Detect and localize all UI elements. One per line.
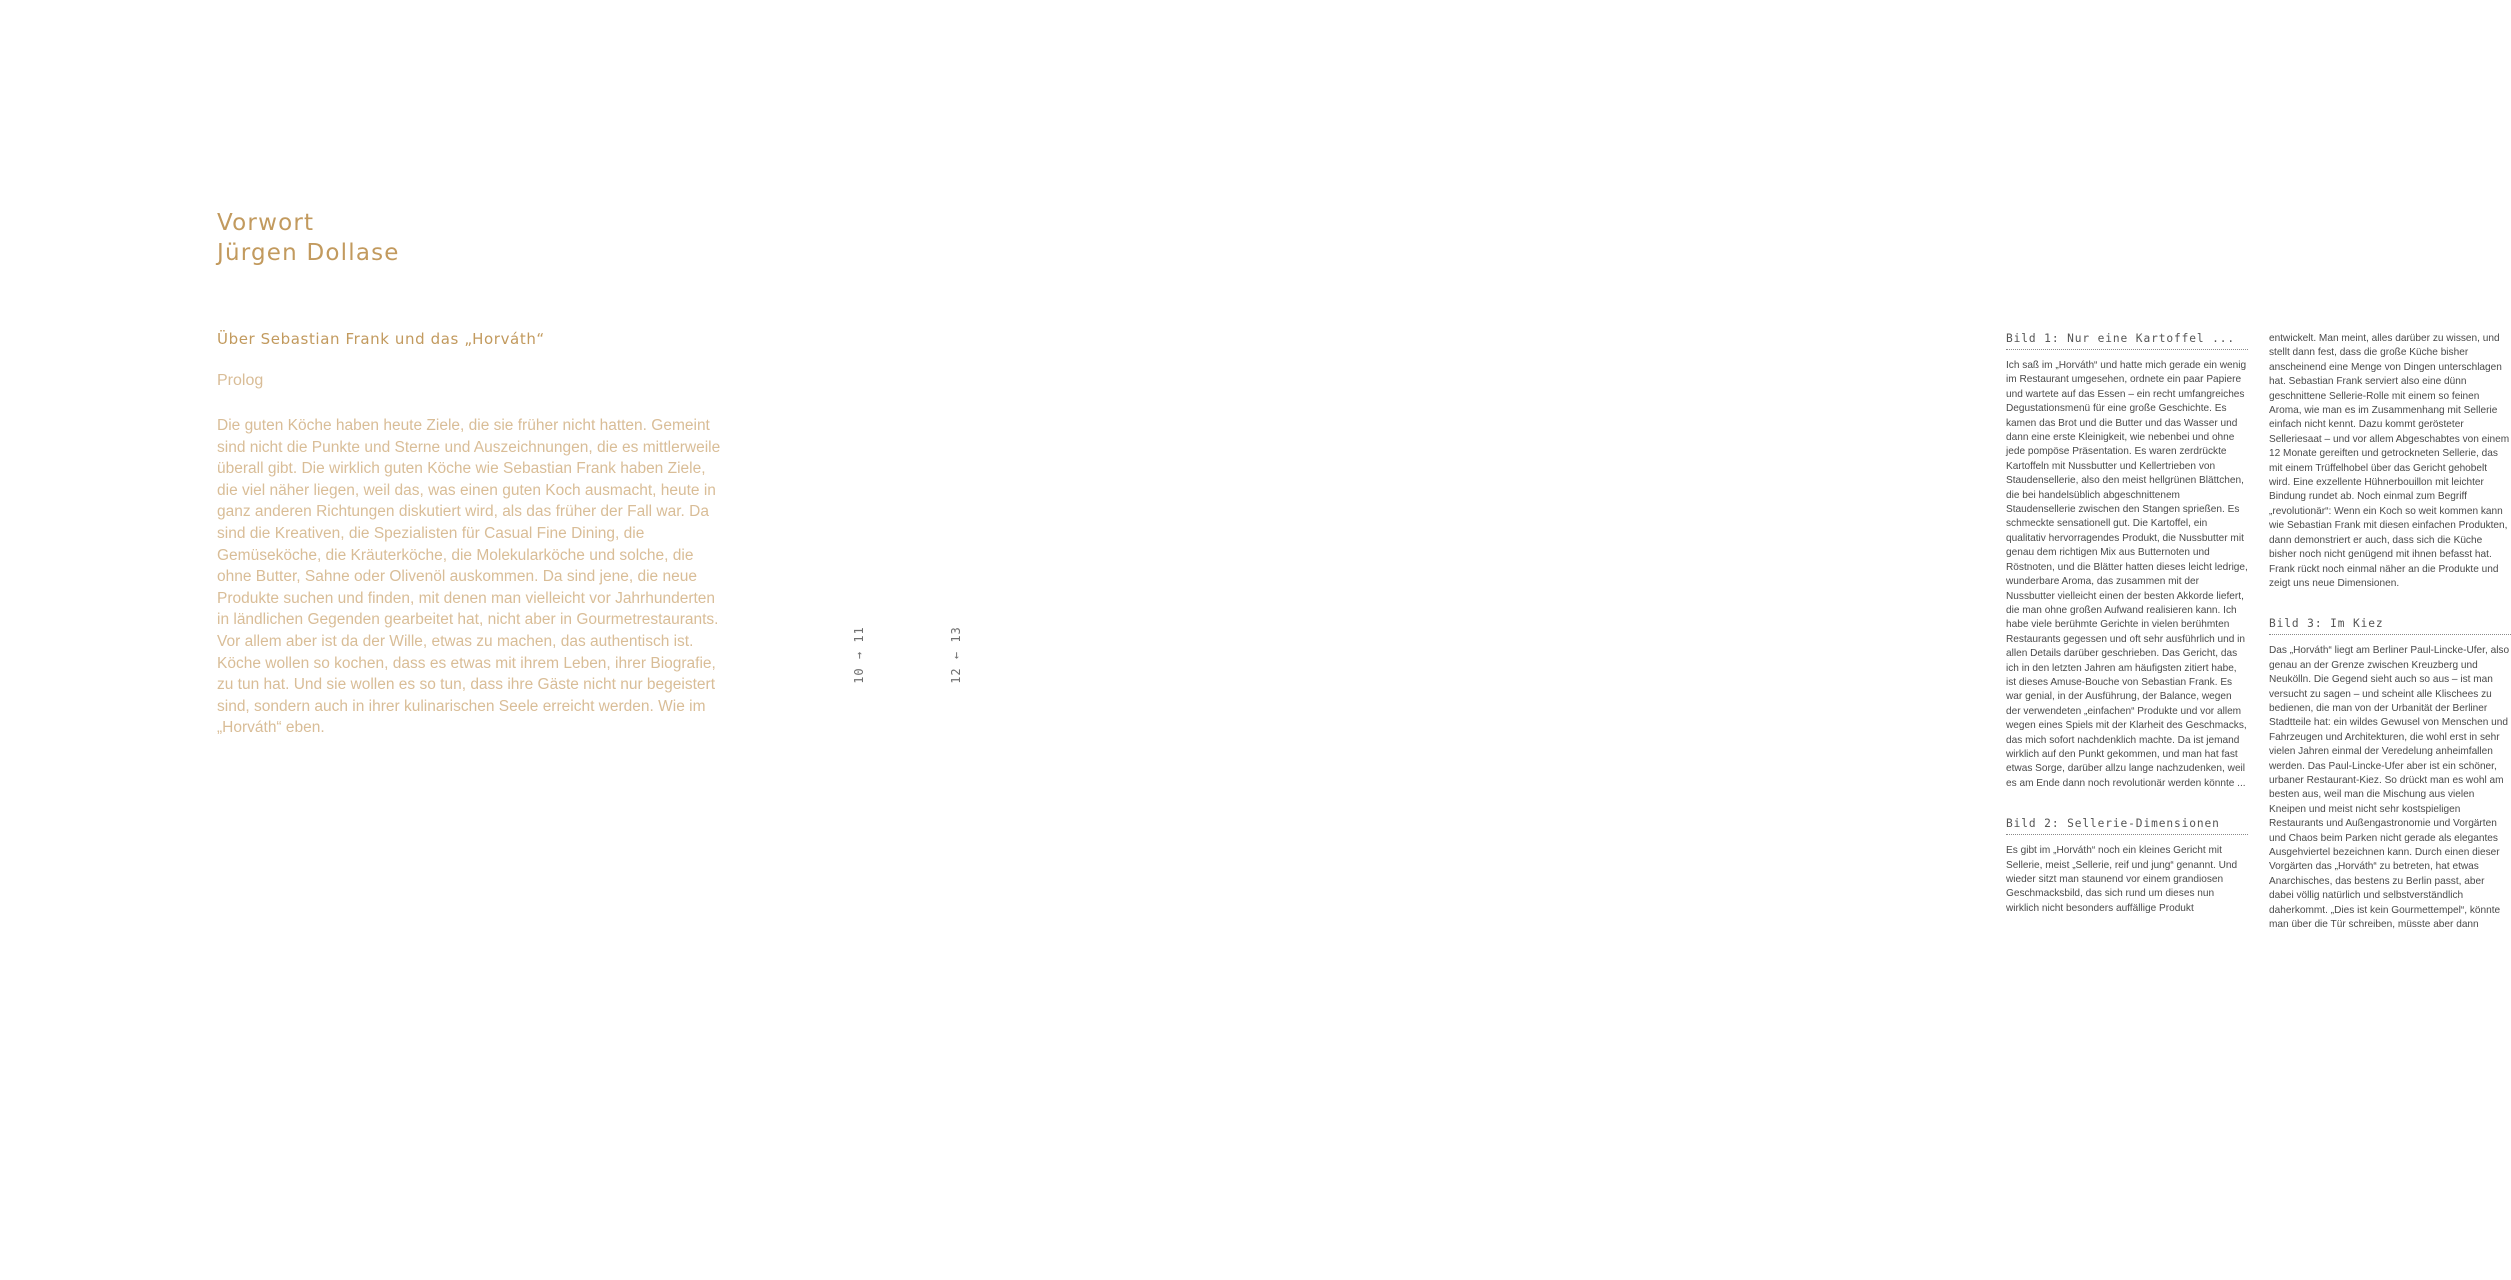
left-page [0,0,905,1280]
section-body: Es gibt im „Horváth“ noch ein kleines Gericht mit Sellerie, meist „Sellerie, reif und jung“ genannt. Und wieder sitzt man staunend vor einem grandiosen Geschmacksbild, das sich rund um dieses nun wirklich nicht besonders auffällige Produkt [2006,845,2238,914]
page-number-left: 10 → 11 [852,626,866,684]
section-heading: Bild 3: Im Kiez [2269,617,2511,635]
section-body: entwickelt. Man meint, alles darüber zu wissen, und stellt dann fest, dass die große Küche bisher anscheinend eine Menge von Dingen unterschlagen hat. Sebastian Frank serviert also eine dünn geschnittene Sellerie-Rolle mit einem so feinen Aroma, wie man es im Zusammenhang mit Sellerie einfach nicht kennt. Dazu kommt gerösteter Selleriesaat – und vor allem Abgeschabtes von einem 12 Monate gereiften und getrockneten Sellerie, das mit einem Trüffelhobel über das Gericht gehobelt wird. Eine exzellente Hühnerbouillon mit leichter Bindung rundet ab. Noch einmal zum Begriff „revolutionär“: Wenn ein Koch so weit kommen kann wie Sebastian Frank mit diesen einfachen Produkten, dann demonstriert er auch, dass sich die Küche bisher noch nicht genügend mit ihnen befasst hat. Frank rückt noch einmal näher an die Produkte und zeigt uns neue Dimensionen. [2269,333,2510,589]
right-page [905,0,2510,1280]
text-column-1 [2006,332,2248,916]
section-bild-3 [2269,617,2511,932]
page-title [217,208,400,268]
title-author: Jürgen Dollase [217,240,400,266]
page-number-right: 12 ← 13 [949,626,963,684]
prolog-heading: Prolog [217,372,264,389]
section-body: Das „Horváth“ liegt am Berliner Paul-Lincke-Ufer, also genau an der Grenze zwischen Kreuzberg und Neukölln. Die Gegend sieht auch so aus – ist man versucht zu sagen – und scheint alle Klischees zu bedienen, die man von der Urbanität der Berliner Stadtteile hat: ein wildes Gewusel von Menschen und Fahrzeugen und Architekturen, die wohl erst in sehr vielen Jahren einmal der Veredelung anheimfallen werden. Das Paul-Lincke-Ufer aber ist ein schöner, urbaner Restaurant-Kiez. So drückt man es wohl am besten aus, weil man die Mischung aus vielen Kneipen und meist nicht sehr kostspieligen Restaurants und Außengastronomie und Vorgärten und Chaos beim Parken nicht gerade als elegantes Ausgehviertel bezeichnen kann. Durch einen dieser Vorgärten das „Horváth“ zu betreten, hat etwas Anarchisches, das bestens zu Berlin passt, aber dabei völlig natürlich und selbstverständlich daherkommt. „Dies ist kein Gourmettempel“, könnte man über die Tür schreiben, müsste aber dann [2269,645,2510,931]
title-vorwort: Vorwort [217,210,315,236]
section-heading: Bild 1: Nur eine Kartoffel ... [2006,332,2248,350]
intro-paragraph: Die guten Köche haben heute Ziele, die sie früher nicht hatten. Gemeint sind nicht die Punkte und Sterne und Auszeichnungen, die es mittlerweile überall gibt. Die wirklich guten Köche wie Sebastian Frank haben Ziele, die viel näher liegen, weil das, was einen guten Koch ausmacht, heute in ganz anderen Richtungen diskutiert wird, als das früher der Fall war. Da sind die Kreativen, die Spezialisten für Casual Fine Dining, die Gemüseköche, die Kräuterköche, die Molekularköche und solche, die ohne Butter, Sahne oder Olivenöl auskommen. Da sind jene, die neue Produkte suchen und finden, mit denen man vielleicht vor Jahrhunderten in ländlichen Gegenden gearbeitet hat, nicht aber in Gourmetrestaurants. Vor allem aber ist da der Wille, etwas zu machen, das authentisch ist. Köche wollen so kochen, dass es etwas mit ihrem Leben, ihrer Biografie, zu tun hat. Und sie wollen es so tun, dass ihre Gäste nicht nur begeistert sind, sondern auch in ihrer kulinarischen Seele erreicht werden. Wie im „Horváth“ eben. [217,417,721,737]
text-column-2 [2269,332,2511,932]
section-bild-2 [2006,817,2248,916]
subtitle: Über Sebastian Frank und das „Horváth“ [217,330,545,348]
section-heading: Bild 2: Sellerie-Dimensionen [2006,817,2248,835]
section-body: Ich saß im „Horváth“ und hatte mich gerade ein wenig im Restaurant umgesehen, ordnete ein paar Papiere und wartete auf das Essen – ein recht umfangreiches Degustationsmenü für eine große Geschichte. Es kamen das Brot und die Butter und das Wasser und dann eine erste Kleinigkeit, wie nebenbei und ohne jede pompöse Präsentation. Es waren zerdrückte Kartoffeln mit Nussbutter und Kellertrieben von Staudensellerie, also den meist hellgrünen Blättchen, die bei handelsüblich abgeschnittenem Staudensellerie zwischen den Stangen sprießen. Es schmeckte sensationell gut. Die Kartoffel, ein qualitativ hervorragendes Produkt, die Nussbutter mit genau dem richtigen Mix aus Butternoten und Röstnoten, und die Blätter hatten dieses leicht ledrige, wunderbare Aroma, das zusammen mit der Nussbutter vielleicht einen der besten Akkorde liefert, die man ohne großen Aufwand realisieren kann. Ich habe viele berühmte Gerichte in vielen berühmten Restaurants gegessen und oft sehr ausführlich und in allen Details darüber geschrieben. Das Gericht, das ich in den letzten Jahren am häufigsten zitiert habe, ist dieses Amuse-Bouche von Sebastian Frank. Es war genial, in der Ausführung, der Balance, wegen der verwendeten „einfachen“ Produkte und vor allem wegen eines Spiels mit der Klarheit des Geschmacks, das mich sofort nachdenklich machte. Da ist jemand wirklich auf den Punkt gekommen, und man hat fast etwas Sorge, darüber allzu lange nachzudenken, weil es am Ende dann noch revolutionär werden könnte ... [2006,360,2248,789]
section-bild-2-continued [2269,332,2511,591]
section-bild-1 [2006,332,2248,791]
